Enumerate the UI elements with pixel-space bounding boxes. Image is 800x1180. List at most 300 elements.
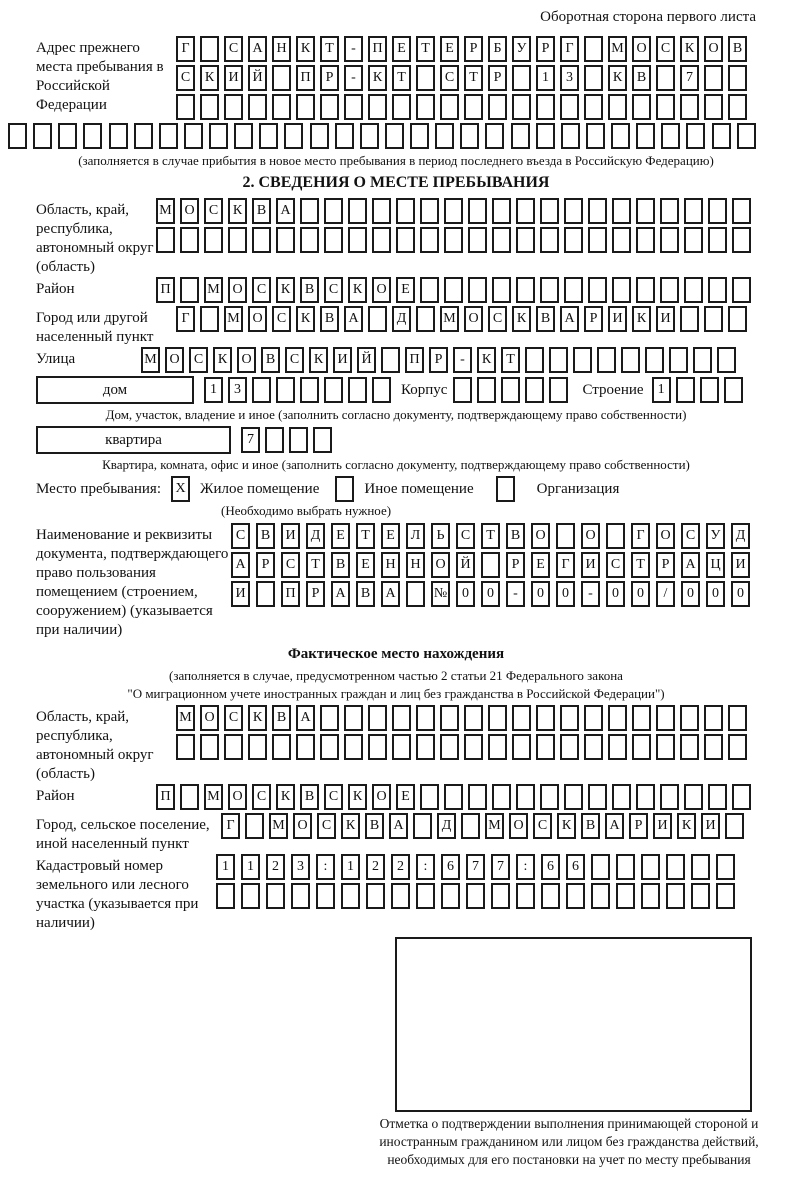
char-box[interactable]: К bbox=[608, 65, 627, 91]
char-box[interactable] bbox=[248, 94, 267, 120]
char-box[interactable] bbox=[586, 123, 605, 149]
char-box[interactable] bbox=[272, 94, 291, 120]
char-box[interactable] bbox=[413, 813, 432, 839]
char-box[interactable] bbox=[511, 123, 530, 149]
char-box[interactable] bbox=[541, 883, 560, 909]
char-box[interactable]: С bbox=[252, 277, 271, 303]
char-box[interactable]: Р bbox=[320, 65, 339, 91]
char-box[interactable] bbox=[324, 377, 343, 403]
char-box[interactable]: А bbox=[389, 813, 408, 839]
char-box[interactable] bbox=[584, 94, 603, 120]
char-box[interactable] bbox=[272, 65, 291, 91]
char-box[interactable]: 0 bbox=[731, 581, 750, 607]
char-box[interactable] bbox=[416, 734, 435, 760]
char-box[interactable] bbox=[516, 198, 535, 224]
char-box[interactable]: 0 bbox=[531, 581, 550, 607]
char-box[interactable] bbox=[324, 227, 343, 253]
char-box[interactable]: И bbox=[581, 552, 600, 578]
char-box[interactable]: У bbox=[512, 36, 531, 62]
char-box[interactable]: О bbox=[372, 277, 391, 303]
char-box[interactable] bbox=[344, 734, 363, 760]
char-box[interactable] bbox=[488, 734, 507, 760]
char-box[interactable]: Е bbox=[392, 36, 411, 62]
char-box[interactable]: А bbox=[296, 705, 315, 731]
char-box[interactable] bbox=[276, 227, 295, 253]
char-box[interactable]: Й bbox=[456, 552, 475, 578]
char-box[interactable]: К bbox=[309, 347, 328, 373]
char-box[interactable] bbox=[265, 427, 284, 453]
char-box[interactable]: Г bbox=[556, 552, 575, 578]
char-box[interactable] bbox=[732, 277, 751, 303]
char-box[interactable]: Т bbox=[320, 36, 339, 62]
char-box[interactable] bbox=[612, 198, 631, 224]
char-box[interactable]: О bbox=[372, 784, 391, 810]
char-box[interactable] bbox=[216, 883, 235, 909]
char-box[interactable] bbox=[291, 883, 310, 909]
char-box[interactable]: 7 bbox=[491, 854, 510, 880]
char-box[interactable] bbox=[83, 123, 102, 149]
char-box[interactable] bbox=[612, 277, 631, 303]
char-box[interactable]: Н bbox=[406, 552, 425, 578]
char-box[interactable]: М bbox=[608, 36, 627, 62]
char-box[interactable] bbox=[732, 198, 751, 224]
char-box[interactable] bbox=[732, 784, 751, 810]
char-box[interactable]: В bbox=[252, 198, 271, 224]
char-box[interactable] bbox=[492, 227, 511, 253]
char-box[interactable] bbox=[656, 705, 675, 731]
char-box[interactable]: А bbox=[276, 198, 295, 224]
char-box[interactable]: Д bbox=[437, 813, 456, 839]
char-box[interactable] bbox=[728, 734, 747, 760]
char-box[interactable]: К bbox=[296, 36, 315, 62]
char-box[interactable]: С bbox=[488, 306, 507, 332]
char-box[interactable] bbox=[461, 813, 480, 839]
char-box[interactable] bbox=[259, 123, 278, 149]
char-box[interactable] bbox=[464, 734, 483, 760]
char-box[interactable]: М bbox=[269, 813, 288, 839]
char-box[interactable] bbox=[708, 784, 727, 810]
char-box[interactable] bbox=[608, 734, 627, 760]
char-box[interactable] bbox=[180, 784, 199, 810]
char-box[interactable] bbox=[460, 123, 479, 149]
char-box[interactable] bbox=[341, 883, 360, 909]
char-box[interactable] bbox=[416, 883, 435, 909]
char-box[interactable]: О bbox=[180, 198, 199, 224]
char-box[interactable]: П bbox=[156, 277, 175, 303]
char-box[interactable] bbox=[724, 377, 743, 403]
char-box[interactable] bbox=[597, 347, 616, 373]
char-box[interactable] bbox=[444, 277, 463, 303]
char-box[interactable] bbox=[416, 94, 435, 120]
char-box[interactable] bbox=[310, 123, 329, 149]
char-box[interactable]: 1 bbox=[216, 854, 235, 880]
char-box[interactable] bbox=[344, 94, 363, 120]
char-box[interactable]: И bbox=[608, 306, 627, 332]
char-box[interactable] bbox=[540, 198, 559, 224]
char-box[interactable]: И bbox=[701, 813, 720, 839]
char-box[interactable] bbox=[444, 227, 463, 253]
char-box[interactable] bbox=[686, 123, 705, 149]
char-box[interactable]: С bbox=[176, 65, 195, 91]
char-box[interactable] bbox=[661, 123, 680, 149]
char-box[interactable] bbox=[704, 94, 723, 120]
char-box[interactable] bbox=[588, 198, 607, 224]
char-box[interactable] bbox=[501, 377, 520, 403]
char-box[interactable] bbox=[536, 94, 555, 120]
char-box[interactable]: О bbox=[293, 813, 312, 839]
char-box[interactable]: С bbox=[324, 277, 343, 303]
char-box[interactable] bbox=[573, 347, 592, 373]
char-box[interactable] bbox=[241, 883, 260, 909]
char-box[interactable]: Т bbox=[464, 65, 483, 91]
char-box[interactable] bbox=[366, 883, 385, 909]
char-box[interactable] bbox=[560, 734, 579, 760]
char-box[interactable] bbox=[536, 123, 555, 149]
char-box[interactable] bbox=[406, 581, 425, 607]
char-box[interactable]: 7 bbox=[241, 427, 260, 453]
char-box[interactable] bbox=[666, 883, 685, 909]
char-box[interactable]: К bbox=[296, 306, 315, 332]
char-box[interactable] bbox=[684, 227, 703, 253]
char-box[interactable] bbox=[252, 227, 271, 253]
char-box[interactable] bbox=[200, 94, 219, 120]
char-box[interactable]: 1 bbox=[536, 65, 555, 91]
char-box[interactable] bbox=[392, 94, 411, 120]
char-box[interactable] bbox=[420, 227, 439, 253]
char-box[interactable] bbox=[58, 123, 77, 149]
char-box[interactable] bbox=[636, 198, 655, 224]
char-box[interactable] bbox=[320, 94, 339, 120]
char-box[interactable]: О bbox=[704, 36, 723, 62]
char-box[interactable]: Е bbox=[531, 552, 550, 578]
char-box[interactable] bbox=[708, 277, 727, 303]
char-box[interactable]: К bbox=[213, 347, 232, 373]
char-box[interactable]: : bbox=[416, 854, 435, 880]
char-box[interactable] bbox=[525, 347, 544, 373]
char-box[interactable] bbox=[660, 784, 679, 810]
char-box[interactable]: Т bbox=[631, 552, 650, 578]
char-box[interactable]: К bbox=[677, 813, 696, 839]
char-box[interactable] bbox=[564, 277, 583, 303]
char-box[interactable]: 1 bbox=[204, 377, 223, 403]
char-box[interactable] bbox=[109, 123, 128, 149]
char-box[interactable] bbox=[184, 123, 203, 149]
char-box[interactable] bbox=[224, 94, 243, 120]
char-box[interactable]: В bbox=[272, 705, 291, 731]
char-box[interactable]: А bbox=[560, 306, 579, 332]
char-box[interactable]: В bbox=[365, 813, 384, 839]
char-box[interactable] bbox=[348, 377, 367, 403]
char-box[interactable]: Г bbox=[176, 36, 195, 62]
char-box[interactable]: К bbox=[680, 36, 699, 62]
char-box[interactable] bbox=[516, 883, 535, 909]
char-box[interactable]: А bbox=[331, 581, 350, 607]
char-box[interactable] bbox=[396, 227, 415, 253]
char-box[interactable]: Б bbox=[488, 36, 507, 62]
char-box[interactable] bbox=[256, 581, 275, 607]
char-box[interactable] bbox=[344, 705, 363, 731]
char-box[interactable] bbox=[300, 198, 319, 224]
char-box[interactable]: К bbox=[348, 784, 367, 810]
char-box[interactable]: Т bbox=[481, 523, 500, 549]
char-box[interactable]: В bbox=[536, 306, 555, 332]
char-box[interactable]: А bbox=[344, 306, 363, 332]
char-box[interactable] bbox=[660, 198, 679, 224]
char-box[interactable] bbox=[284, 123, 303, 149]
char-box[interactable] bbox=[204, 227, 223, 253]
char-box[interactable]: О bbox=[200, 705, 219, 731]
char-box[interactable]: Г bbox=[176, 306, 195, 332]
char-box[interactable] bbox=[560, 94, 579, 120]
char-box[interactable]: О bbox=[531, 523, 550, 549]
char-box[interactable] bbox=[656, 65, 675, 91]
char-box[interactable]: Ц bbox=[706, 552, 725, 578]
char-box[interactable] bbox=[708, 227, 727, 253]
char-box[interactable]: Г bbox=[221, 813, 240, 839]
char-box[interactable]: Р bbox=[488, 65, 507, 91]
char-box[interactable]: Т bbox=[392, 65, 411, 91]
char-box[interactable] bbox=[368, 306, 387, 332]
char-box[interactable] bbox=[588, 784, 607, 810]
char-box[interactable] bbox=[368, 94, 387, 120]
char-box[interactable]: - bbox=[344, 36, 363, 62]
char-box[interactable] bbox=[485, 123, 504, 149]
char-box[interactable] bbox=[372, 227, 391, 253]
char-box[interactable]: Е bbox=[396, 277, 415, 303]
char-box[interactable]: Р bbox=[629, 813, 648, 839]
char-box[interactable] bbox=[468, 198, 487, 224]
char-box[interactable] bbox=[608, 94, 627, 120]
char-box[interactable] bbox=[660, 277, 679, 303]
char-box[interactable]: И bbox=[656, 306, 675, 332]
char-box[interactable]: К bbox=[248, 705, 267, 731]
char-box[interactable] bbox=[492, 277, 511, 303]
char-box[interactable]: О bbox=[248, 306, 267, 332]
char-box[interactable] bbox=[588, 277, 607, 303]
checkbox-organization[interactable] bbox=[496, 476, 515, 502]
char-box[interactable] bbox=[516, 227, 535, 253]
char-box[interactable]: 3 bbox=[291, 854, 310, 880]
char-box[interactable] bbox=[680, 734, 699, 760]
char-box[interactable]: : bbox=[316, 854, 335, 880]
char-box[interactable] bbox=[348, 198, 367, 224]
char-box[interactable] bbox=[704, 306, 723, 332]
char-box[interactable] bbox=[391, 883, 410, 909]
char-box[interactable] bbox=[716, 854, 735, 880]
char-box[interactable]: Р bbox=[306, 581, 325, 607]
char-box[interactable]: Т bbox=[356, 523, 375, 549]
char-box[interactable]: 0 bbox=[706, 581, 725, 607]
char-box[interactable] bbox=[313, 427, 332, 453]
char-box[interactable]: В bbox=[300, 277, 319, 303]
char-box[interactable] bbox=[540, 784, 559, 810]
char-box[interactable] bbox=[641, 883, 660, 909]
char-box[interactable]: Р bbox=[536, 36, 555, 62]
char-box[interactable]: К bbox=[341, 813, 360, 839]
char-box[interactable]: В bbox=[632, 65, 651, 91]
char-box[interactable]: А bbox=[381, 581, 400, 607]
char-box[interactable] bbox=[200, 734, 219, 760]
char-box[interactable] bbox=[636, 277, 655, 303]
char-box[interactable] bbox=[420, 784, 439, 810]
char-box[interactable]: В bbox=[581, 813, 600, 839]
char-box[interactable]: И bbox=[224, 65, 243, 91]
char-box[interactable]: Е bbox=[381, 523, 400, 549]
char-box[interactable]: П bbox=[296, 65, 315, 91]
char-box[interactable]: О bbox=[237, 347, 256, 373]
char-box[interactable] bbox=[324, 198, 343, 224]
char-box[interactable] bbox=[296, 734, 315, 760]
char-box[interactable] bbox=[591, 854, 610, 880]
char-box[interactable] bbox=[381, 347, 400, 373]
char-box[interactable] bbox=[468, 784, 487, 810]
char-box[interactable] bbox=[410, 123, 429, 149]
char-box[interactable]: Р bbox=[656, 552, 675, 578]
char-box[interactable] bbox=[566, 883, 585, 909]
char-box[interactable] bbox=[464, 94, 483, 120]
char-box[interactable] bbox=[716, 883, 735, 909]
char-box[interactable]: М bbox=[204, 277, 223, 303]
char-box[interactable]: 2 bbox=[366, 854, 385, 880]
char-box[interactable]: С bbox=[606, 552, 625, 578]
char-box[interactable] bbox=[224, 734, 243, 760]
char-box[interactable]: К bbox=[557, 813, 576, 839]
char-box[interactable]: - bbox=[344, 65, 363, 91]
char-box[interactable] bbox=[680, 306, 699, 332]
char-box[interactable]: О bbox=[632, 36, 651, 62]
char-box[interactable] bbox=[320, 734, 339, 760]
char-box[interactable]: Р bbox=[429, 347, 448, 373]
char-box[interactable] bbox=[416, 306, 435, 332]
char-box[interactable]: 0 bbox=[631, 581, 650, 607]
char-box[interactable] bbox=[300, 227, 319, 253]
char-box[interactable]: Й bbox=[248, 65, 267, 91]
char-box[interactable] bbox=[477, 377, 496, 403]
char-box[interactable] bbox=[536, 734, 555, 760]
char-box[interactable] bbox=[728, 306, 747, 332]
char-box[interactable]: С bbox=[285, 347, 304, 373]
char-box[interactable] bbox=[372, 198, 391, 224]
char-box[interactable] bbox=[276, 377, 295, 403]
char-box[interactable]: Т bbox=[501, 347, 520, 373]
char-box[interactable] bbox=[420, 277, 439, 303]
char-box[interactable] bbox=[656, 94, 675, 120]
char-box[interactable] bbox=[488, 705, 507, 731]
char-box[interactable] bbox=[636, 123, 655, 149]
char-box[interactable]: В bbox=[256, 523, 275, 549]
char-box[interactable] bbox=[584, 734, 603, 760]
char-box[interactable] bbox=[684, 277, 703, 303]
char-box[interactable]: 0 bbox=[606, 581, 625, 607]
char-box[interactable] bbox=[636, 784, 655, 810]
char-box[interactable]: 3 bbox=[228, 377, 247, 403]
char-box[interactable]: Р bbox=[464, 36, 483, 62]
char-box[interactable] bbox=[564, 198, 583, 224]
char-box[interactable]: Е bbox=[331, 523, 350, 549]
char-box[interactable]: Е bbox=[356, 552, 375, 578]
char-box[interactable] bbox=[228, 227, 247, 253]
char-box[interactable]: К bbox=[200, 65, 219, 91]
char-box[interactable] bbox=[468, 277, 487, 303]
char-box[interactable] bbox=[372, 377, 391, 403]
char-box[interactable]: К bbox=[276, 784, 295, 810]
char-box[interactable]: Г bbox=[631, 523, 650, 549]
char-box[interactable]: - bbox=[453, 347, 472, 373]
char-box[interactable]: О bbox=[509, 813, 528, 839]
char-box[interactable]: М bbox=[141, 347, 160, 373]
char-box[interactable] bbox=[621, 347, 640, 373]
char-box[interactable]: 0 bbox=[556, 581, 575, 607]
char-box[interactable] bbox=[348, 227, 367, 253]
char-box[interactable]: / bbox=[656, 581, 675, 607]
char-box[interactable] bbox=[584, 36, 603, 62]
char-box[interactable] bbox=[564, 227, 583, 253]
char-box[interactable]: : bbox=[516, 854, 535, 880]
char-box[interactable] bbox=[641, 854, 660, 880]
char-box[interactable]: О bbox=[431, 552, 450, 578]
char-box[interactable] bbox=[704, 65, 723, 91]
char-box[interactable] bbox=[416, 705, 435, 731]
char-box[interactable]: А bbox=[681, 552, 700, 578]
char-box[interactable]: Е bbox=[396, 784, 415, 810]
char-box[interactable] bbox=[468, 227, 487, 253]
char-box[interactable]: И bbox=[281, 523, 300, 549]
char-box[interactable] bbox=[656, 734, 675, 760]
char-box[interactable]: Г bbox=[560, 36, 579, 62]
char-box[interactable]: Д bbox=[306, 523, 325, 549]
char-box[interactable] bbox=[536, 705, 555, 731]
char-box[interactable]: М bbox=[224, 306, 243, 332]
char-box[interactable]: П bbox=[368, 36, 387, 62]
char-box[interactable] bbox=[420, 198, 439, 224]
char-box[interactable] bbox=[8, 123, 27, 149]
char-box[interactable] bbox=[209, 123, 228, 149]
char-box[interactable] bbox=[33, 123, 52, 149]
char-box[interactable] bbox=[176, 94, 195, 120]
char-box[interactable] bbox=[200, 36, 219, 62]
char-box[interactable] bbox=[492, 784, 511, 810]
char-box[interactable]: М bbox=[156, 198, 175, 224]
char-box[interactable] bbox=[611, 123, 630, 149]
char-box[interactable] bbox=[717, 347, 736, 373]
char-box[interactable]: № bbox=[431, 581, 450, 607]
char-box[interactable] bbox=[728, 94, 747, 120]
char-box[interactable] bbox=[134, 123, 153, 149]
char-box[interactable] bbox=[252, 377, 271, 403]
char-box[interactable] bbox=[435, 123, 454, 149]
char-box[interactable]: Р bbox=[584, 306, 603, 332]
char-box[interactable]: К bbox=[477, 347, 496, 373]
char-box[interactable]: 6 bbox=[441, 854, 460, 880]
char-box[interactable] bbox=[564, 784, 583, 810]
char-box[interactable] bbox=[440, 94, 459, 120]
char-box[interactable]: Ь bbox=[431, 523, 450, 549]
char-box[interactable]: И bbox=[731, 552, 750, 578]
char-box[interactable] bbox=[540, 227, 559, 253]
char-box[interactable] bbox=[512, 94, 531, 120]
char-box[interactable] bbox=[516, 277, 535, 303]
char-box[interactable] bbox=[316, 883, 335, 909]
char-box[interactable]: У bbox=[706, 523, 725, 549]
char-box[interactable] bbox=[481, 552, 500, 578]
char-box[interactable]: 0 bbox=[456, 581, 475, 607]
char-box[interactable]: П bbox=[405, 347, 424, 373]
char-box[interactable] bbox=[156, 227, 175, 253]
char-box[interactable]: В bbox=[261, 347, 280, 373]
char-box[interactable] bbox=[560, 705, 579, 731]
char-box[interactable] bbox=[368, 734, 387, 760]
char-box[interactable]: С bbox=[252, 784, 271, 810]
